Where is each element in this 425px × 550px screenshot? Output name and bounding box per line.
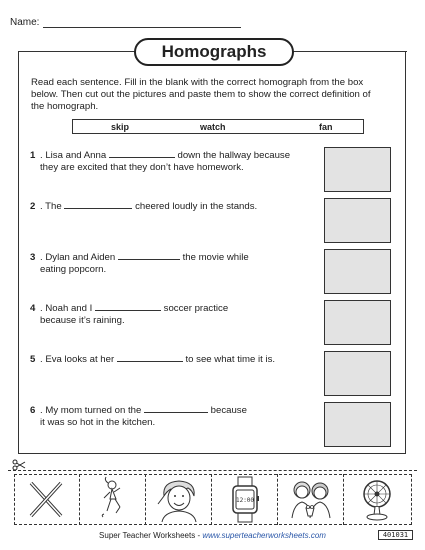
scissors-icon [12, 459, 26, 471]
cutout-cell-6[interactable] [344, 474, 410, 525]
electric-fan-icon [344, 474, 410, 525]
word-bank [72, 119, 364, 134]
question-5: 5 . Eva looks at her to see what time it is. [30, 354, 276, 365]
question-6: 6 . My mom turned on the because it was so hot in the kitchen. [30, 405, 247, 428]
answer-blank[interactable] [118, 251, 180, 260]
wristwatch-icon [212, 474, 278, 525]
cutout-cell-3[interactable] [146, 474, 212, 525]
cheering-fan-icon [146, 474, 212, 525]
people-watching-movie-icon [278, 474, 344, 525]
cutout-cell-2[interactable] [80, 474, 146, 525]
question-number: 6 [30, 405, 36, 416]
word-bank-item: fan [319, 122, 333, 132]
question-number: 3 [30, 252, 36, 263]
paste-box-6[interactable] [324, 402, 391, 447]
answer-blank[interactable] [95, 302, 161, 311]
paste-box-2[interactable] [324, 198, 391, 243]
name-field[interactable] [43, 17, 241, 28]
name-row [10, 17, 241, 28]
question-number: 4 [30, 303, 36, 314]
answer-blank[interactable] [109, 149, 175, 158]
answer-blank[interactable] [64, 200, 132, 209]
watch-time: 12:00 [235, 497, 255, 504]
cutout-cell-4[interactable] [212, 474, 278, 525]
name-label: Name: [10, 17, 40, 28]
paste-box-4[interactable] [324, 300, 391, 345]
word-bank-item: skip [111, 122, 130, 132]
skipping-girl-icon [80, 474, 146, 525]
footer-brand: Super Teacher Worksheets [99, 531, 196, 540]
question-number: 1 [30, 150, 36, 161]
question-4: 4 . Noah and I soccer practice because it’s raining. [30, 303, 229, 326]
word-bank-item: watch [200, 122, 226, 132]
question-1: 1 . Lisa and Anna down the hallway because they are excited that they don’t have homework. [30, 150, 291, 173]
worksheet-code: 401031 [378, 530, 413, 540]
cutout-cell-5[interactable] [278, 474, 344, 525]
paste-box-3[interactable] [324, 249, 391, 294]
question-3: 3 . Dylan and Aiden the movie while eating popcorn. [30, 252, 249, 275]
cutout-cell-1[interactable] [14, 474, 80, 525]
footer: Super Teacher Worksheets - www.superteacherworksheets.com [99, 531, 326, 540]
answer-blank[interactable] [117, 353, 183, 362]
instructions: Read each sentence. Fill in the blank with the correct homograph from the box below. Then cut out the pictures and paste them to show the correct definition of the homograph. [31, 77, 371, 112]
page-title: Homographs [134, 38, 294, 66]
answer-blank[interactable] [144, 404, 208, 413]
footer-link[interactable]: www.superteacherworksheets.com [202, 531, 326, 540]
question-number: 5 [30, 354, 36, 365]
paste-box-1[interactable] [324, 147, 391, 192]
x-mark-icon [14, 474, 80, 525]
paste-box-5[interactable] [324, 351, 391, 396]
question-number: 2 [30, 201, 36, 212]
cut-line [8, 470, 417, 471]
question-2: 2 . The cheered loudly in the stands. [30, 201, 258, 212]
